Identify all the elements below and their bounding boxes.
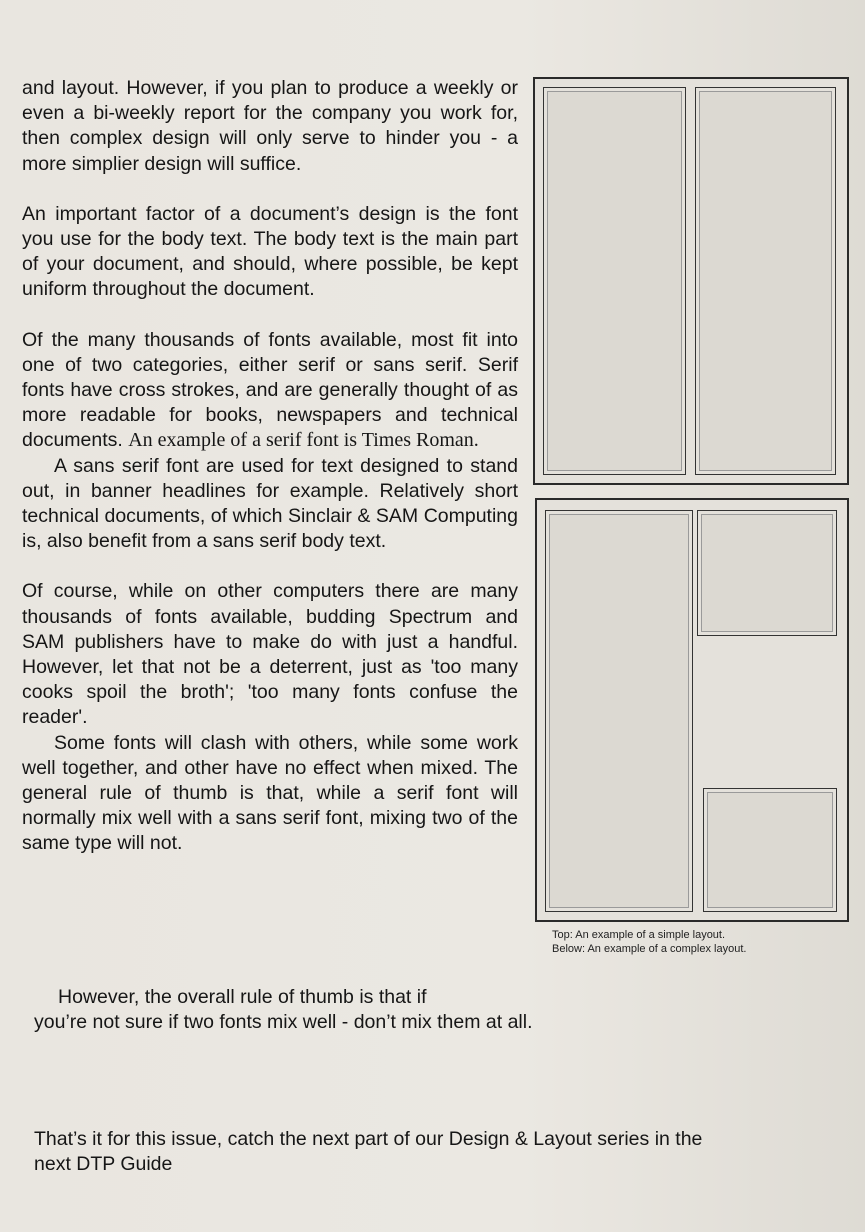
paragraph-body-text: An important factor of a document’s design is the font you use for the body text. The body text is the main part of your document, and should, where possible, be kept uniform throughout the document. bbox=[22, 202, 518, 301]
paragraph-font-clash: Some fonts will clash with others, while some work well together, and other have no effect when mixed. The general rule of thumb is that, while a serif font will normally mix well with a sans serif font, mixing two of the same type will not. bbox=[22, 731, 518, 855]
footer-note bbox=[34, 1127, 864, 1177]
closing-line-2: you’re not sure if two fonts mix well - don’t mix them at all. bbox=[34, 1011, 533, 1034]
serif-example-text: An example of a serif font is Times Roman. bbox=[128, 429, 479, 452]
footer-line-2: next DTP Guide bbox=[34, 1153, 173, 1176]
paragraph-handful-fonts: Of course, while on other computers there are many thousands of fonts available, budding Spectrum and SAM publishers have to make do with just a handful. However, let that not be a deterrent, just as 'too many cooks spoil the broth'; 'too many fonts confuse the reader'. bbox=[22, 580, 518, 729]
paragraph-font-categories bbox=[22, 328, 518, 454]
caption-below: Below: An example of a complex layout. bbox=[552, 943, 747, 955]
serif-explanation: Of the many thousands of fonts available, most fit into one of two categories, either serif or sans serif. Serif fonts have cross strokes, and are generally thought of as more readable for books, newspapers and technical documents. bbox=[22, 328, 518, 452]
simple-layout-left-column bbox=[543, 87, 686, 475]
caption-top: Top: An example of a simple layout. bbox=[552, 929, 726, 941]
closing-line-1: However, the overall rule of thumb is that if bbox=[58, 986, 427, 1008]
paragraph-sans-serif: A sans serif font are used for text designed to stand out, in banner headlines for example. Relatively short technical documents, of which Sinclair & SAM Computing is, also benefit from a sans serif body text. bbox=[22, 454, 518, 553]
simple-layout-illustration bbox=[533, 77, 849, 485]
footer-line-1: That’s it for this issue, catch the next part of our Design & Layout series in the bbox=[34, 1128, 703, 1150]
complex-layout-illustration bbox=[535, 498, 849, 922]
figure-caption bbox=[552, 928, 852, 956]
simple-layout-right-column bbox=[695, 87, 836, 475]
closing-paragraph bbox=[34, 985, 834, 1035]
paragraph-layout: and layout. However, if you plan to produce a weekly or even a bi-weekly report for the company you work for, then complex design will only serve to hinder you - a more simplier design will suffice. bbox=[22, 77, 518, 175]
complex-layout-main-column bbox=[545, 510, 693, 912]
complex-layout-bottom-right-box bbox=[703, 788, 837, 912]
complex-layout-top-right-box bbox=[697, 510, 837, 636]
main-text-column bbox=[22, 76, 518, 857]
